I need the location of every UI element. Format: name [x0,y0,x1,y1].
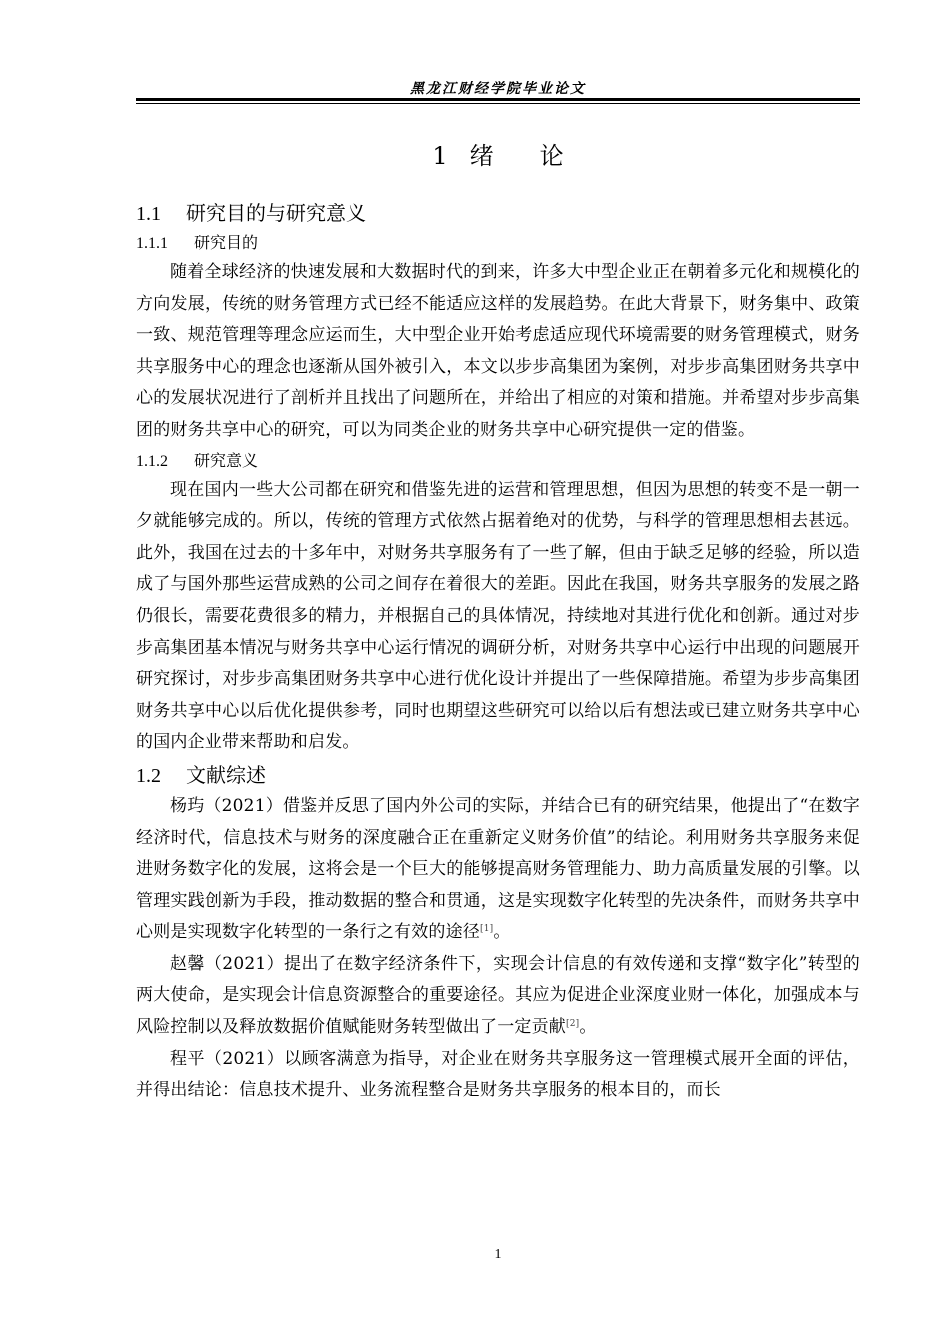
chapter-title-part1: 绪 [469,142,494,170]
section-number: 1.2 [136,764,161,787]
section-number: 1.1 [136,203,161,225]
header-rule-thin [136,103,860,104]
subsection-number: 1.1.2 [136,452,168,470]
page-number: 1 [494,1247,502,1262]
header-rule-thick [136,98,860,101]
chapter-number: 1 [432,142,448,170]
subsection-title: 研究目的 [194,233,259,252]
section-heading-1-2 [136,759,860,791]
subsection-heading-1-1-1 [136,229,860,257]
paragraph-research-purpose: 随着全球经济的快速发展和大数据时代的到来，许多大中型企业正在朝着多元化和规模化的方向发展，传统的财务管理方式已经不能适应这样的发展趋势。在此大背景下，财务集中、政策一致、规范管理等理念应运而生，大中型企业开始考虑适应现代环境需要的财务管理模式，财务共享服务中心的理念也逐渐从国外被引入，本文以步步高集团为案例，对步步高集团财务共享中心的发展状况进行了剖析并且找出了问题所在，并给出了相应的对策和措施。并希望对步步高集团的财务共享中心的研究，可以为同类企业的财务共享中心研究提供一定的借鉴。 [136,262,860,440]
section-title: 文献综述 [186,762,266,787]
section-heading-1-1 [136,197,860,229]
paragraph-research-significance: 现在国内一些大公司都在研究和借鉴先进的运营和管理思想，但因为思想的转变不是一朝一夕就能够完成的。所以，传统的管理方式依然占据着绝对的优势，与科学的管理思想相去甚远。此外，我国在过去的十多年中，对财务共享服务有了一些了解，但由于缺乏足够的经验，所以造成了与国外那些运营成熟的公司之间存在着很大的差距。因此在我国，财务共享服务的发展之路仍很长，需要花费很多的精力，并根据自己的具体情况，持续地对其进行优化和创新。通过对步步高集团基本情况与财务共享中心运行情况的调研分析，对财务共享中心运行中出现的问题展开研究探讨，对步步高集团财务共享中心进行优化设计并提出了一些保障措施。希望为步步高集团财务共享中心以后优化提供参考，同时也期望这些研究可以给以后有想法或已建立财务共享中心的国内企业带来帮助和启发。 [136,479,860,753]
section-title: 研究目的与研究意义 [186,201,366,225]
body-content [136,197,860,1107]
paragraph-literature-2 [136,949,860,1044]
citation-1[interactable]: [1] [480,924,494,935]
literature-1-text: 杨玙（2021）借鉴并反思了国内外公司的实际，并结合已有的研究结果，他提出了“在数字经济时代，信息技术与财务的深度融合正在重新定义财务价值”的结论。利用财务共享服务来促进财务数字化的发展，这将会是一个巨大的能够提高财务管理能力、助力高质量发展的引擎。以管理实践创新为手段，推动数据的整合和贯通，这是实现数字化转型的先决条件，而财务共享中心则是实现数字化转型的一条行之有效的途径 [136,795,860,943]
chapter-title [136,140,860,172]
literature-1-end: 。 [493,922,511,943]
paragraph-literature-3: 程平（2021）以顾客满意为指导，对企业在财务共享服务这一管理模式展开全面的评估，并得出结论：信息技术提升、业务流程整合是财务共享服务的根本目的，而长 [136,1048,860,1101]
running-header: 黑龙江财经学院毕业论文 [410,81,586,97]
subsection-title: 研究意义 [194,450,259,470]
citation-2[interactable]: [2] [566,1019,580,1030]
chapter-title-part2: 论 [539,142,564,170]
subsection-heading-1-1-2 [136,447,860,475]
literature-2-text: 赵馨（2021）提出了在数字经济条件下，实现会计信息的有效传递和支撑“数字化”转型的两大使命，是实现会计信息资源整合的重要途径。其应为促进企业深度业财一体化，加强成本与风险控制以及释放数据价值赋能财务转型做出了一定贡献 [136,953,860,1038]
paragraph-literature-1 [136,791,860,949]
subsection-number: 1.1.1 [136,235,168,252]
literature-2-end: 。 [579,1017,597,1038]
